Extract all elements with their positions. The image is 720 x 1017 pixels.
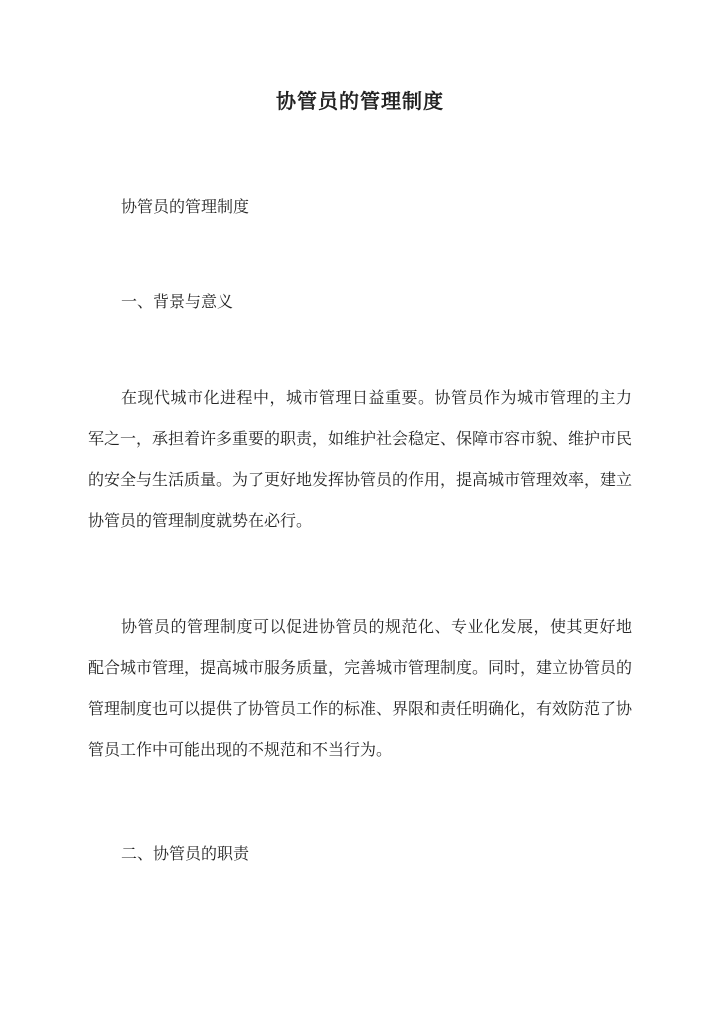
document-title: 协管员的管理制度 bbox=[276, 89, 444, 113]
paragraph-significance: 协管员的管理制度可以促进协管员的规范化、专业化发展，使其更好地配合城市管理，提高城市服务质量，完善城市管理制度。同时，建立协管员的管理制度也可以提供了协管员工作的标准、界限和责任明确化，有效防范了协管员工作中可能出现的不规范和不当行为。 bbox=[88, 617, 633, 759]
section-heading-background: 一、背景与意义 bbox=[121, 292, 234, 311]
paragraph-background: 在现代城市化进程中，城市管理日益重要。协管员作为城市管理的主力军之一，承担着许多重要的职责，如维护社会稳定、保障市容市貌、维护市民的安全与生活质量。为了更好地发挥协管员的作用，提高城市管理效率，建立协管员的管理制度就势在必行。 bbox=[88, 388, 633, 530]
document-subtitle: 协管员的管理制度 bbox=[121, 197, 250, 216]
section-heading-duties: 二、协管员的职责 bbox=[121, 844, 250, 863]
